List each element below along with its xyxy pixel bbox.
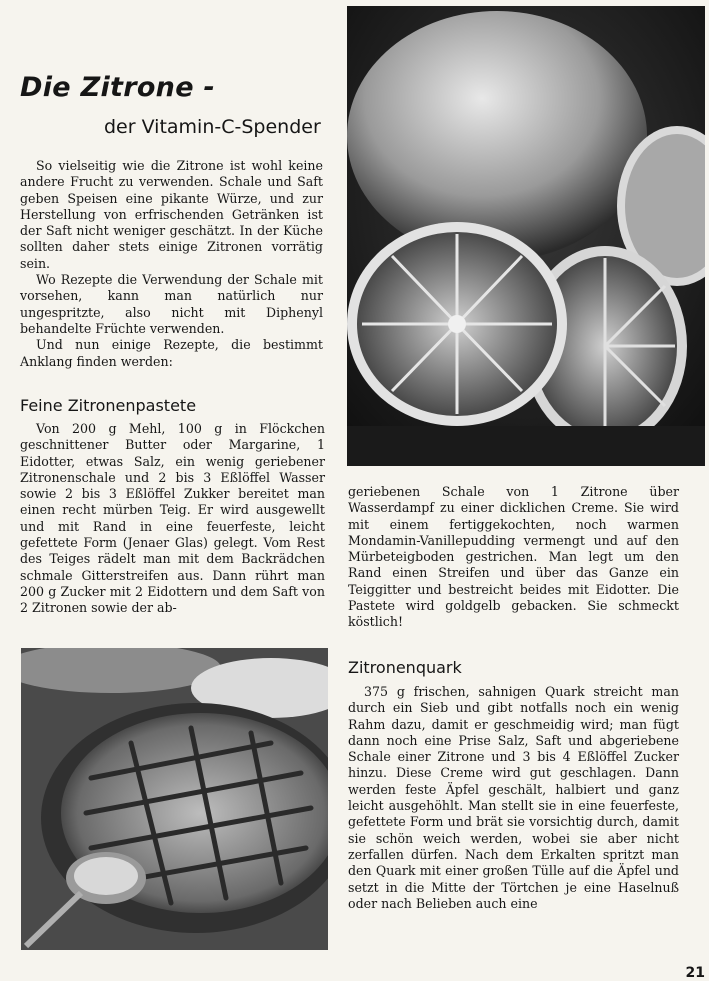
recipe-1-continuation: geriebenen Schale von 1 Zitrone über Wasserdampf zu einer dicklichen Creme. Sie wird mit einem fertiggekochten, noch warmen Mondamin-Vanillepudding vermengt und auf den Mürbeteigboden gestrichen. Man legt um den Rand einen Streifen und über das Ganze ein Teiggitter und bestreicht beides mit Eidotter. Die Pastete wird goldgelb gebacken. Sie schmeckt köstlich! [348, 484, 679, 630]
intro-paragraph-3: Und nun einige Rezepte, die bestimmt Anklang finden werden: [20, 337, 323, 369]
pastry-photo [21, 648, 328, 950]
intro-text [20, 158, 323, 370]
article-subtitle: der Vitamin-C-Spender [104, 116, 321, 138]
recipe-heading-zitronenquark: Zitronenquark [348, 658, 462, 677]
intro-paragraph-1: So vielseitig wie die Zitrone ist wohl keine andere Frucht zu verwenden. Schale und Saft geben Speisen eine pikante Würze, und zur Herstellung von erfrischenden Getränken ist der Saft nicht weniger geschätzt. In der Küche sollten daher stets einige Zitronen vorrätig sein. [20, 158, 323, 271]
recipe-1-text-right [348, 484, 679, 631]
page-number: 21 [685, 965, 705, 981]
intro-paragraph-2: Wo Rezepte die Verwendung der Schale mit vorsehen, kann man natürlich nur ungespritzte, also nicht mit Diphenyl behandelte Früchte verwenden. [20, 272, 323, 336]
recipe-1-text-left [20, 421, 325, 617]
lemon-photo [347, 6, 705, 466]
article-title: Die Zitrone - [20, 72, 216, 103]
recipe-1-paragraph: Von 200 g Mehl, 100 g in Flöckchen geschnittener Butter oder Margarine, 1 Eidotter, etwas Salz, ein wenig geriebener Zitronenschale und 2 bis 3 Eßlöffel Wasser sowie 2 bis 3 Eßlöffel Zukker bereitet man einen recht mürben Teig. Er wird ausgewellt und mit Rand in eine feuerfeste, leicht gefettete Form (Jenaer Glas) gelegt. Vom Rest des Teiges rädelt man mit dem Backrädchen schmale Gitterstreifen aus. Dann rührt man 200 g Zucker mit 2 Eidottern und dem Saft von 2 Zitronen sowie der ab- [20, 421, 325, 616]
recipe-2-text [348, 684, 679, 912]
recipe-heading-zitronenpastete: Feine Zitronenpastete [20, 396, 197, 415]
recipe-2-paragraph: 375 g frischen, sahnigen Quark streicht man durch ein Sieb und gibt notfalls noch ein wenig Rahm dazu, damit er geschmeidig wird; man fügt dann noch eine Prise Salz, Saft und abgeriebene Schale einer Zitrone und 3 bis 4 Eßlöffel Zucker hinzu. Diese Creme wird gut geschlagen. Dann werden feste Äpfel geschält, halbiert und ganz leicht ausgehöhlt. Man stellt sie in eine feuerfeste, gefettete Form und brät sie vorsichtig durch, damit sie schön weich werden, wobei sie aber nicht zerfallen dürfen. Nach dem Erkalten spritzt man den Quark mit einer großen Tülle auf die Äpfel und setzt in die Mitte der Törtchen je eine Haselnuß oder nach Belieben auch eine [348, 684, 679, 911]
